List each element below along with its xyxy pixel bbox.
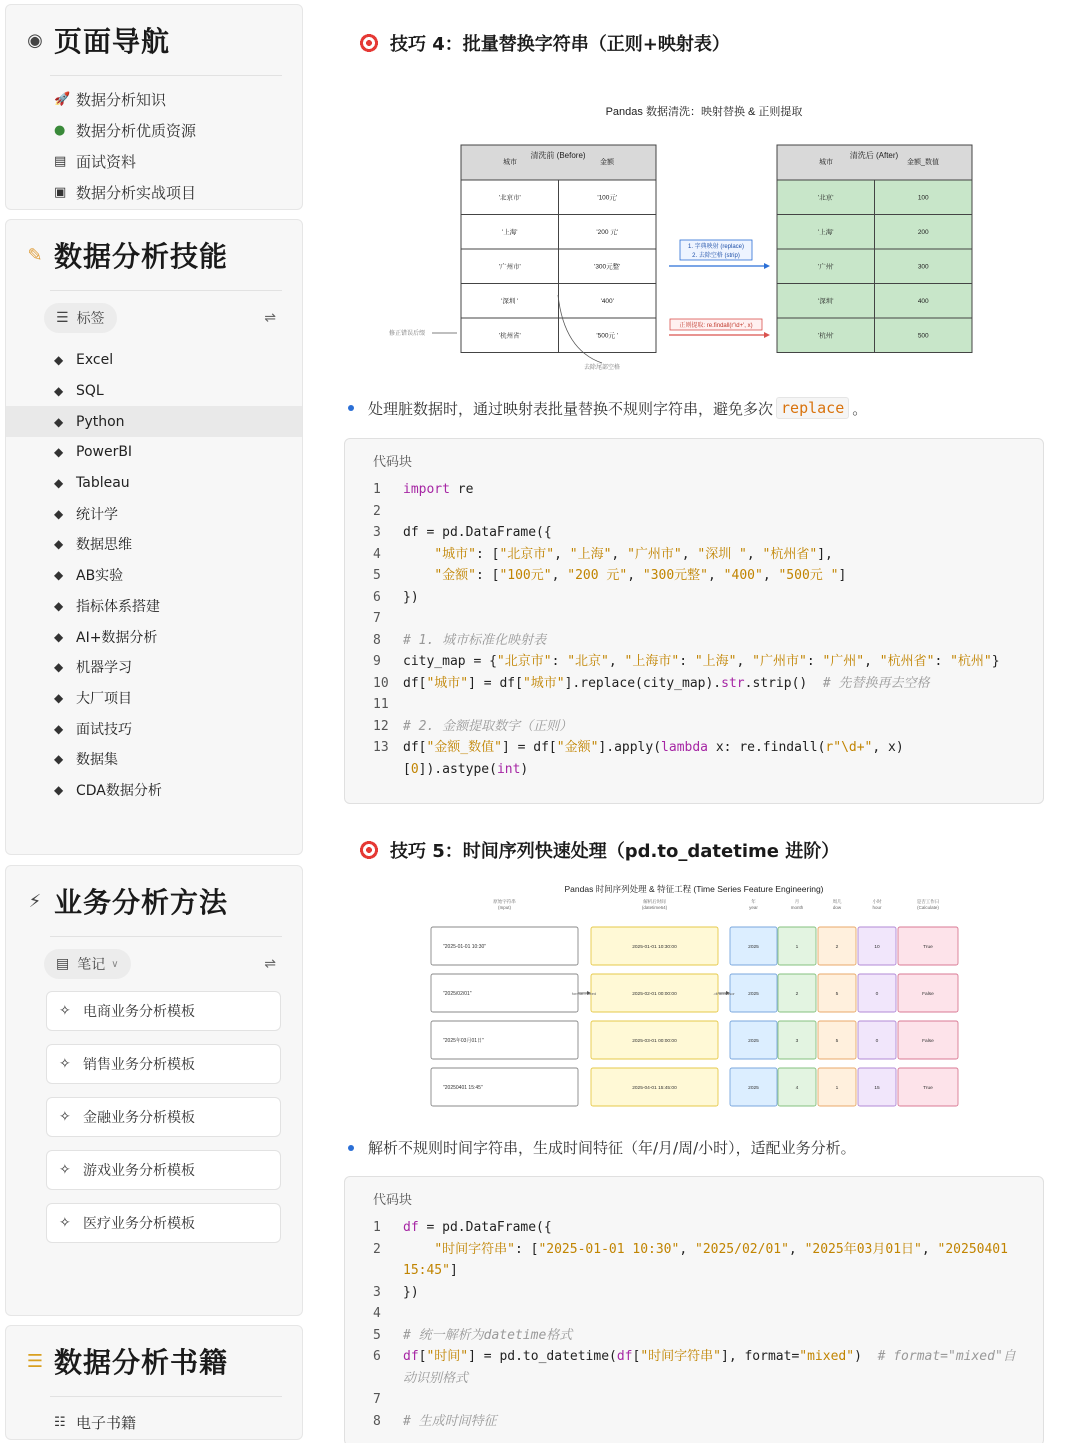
after-cell-text: '北京' [818, 194, 834, 202]
tag-label: SQL [76, 383, 104, 400]
template-finance-button[interactable] [46, 1097, 281, 1137]
tip5-col-sub: (datetime64) [641, 905, 668, 910]
after-cell-text: 100 [917, 194, 929, 202]
nav-item-label: 面试资料 [76, 153, 137, 171]
before-header-city: 城市 [503, 159, 517, 166]
tag-label: Excel [76, 352, 114, 369]
magic-wand-icon: ✧ [59, 1003, 71, 1019]
tip5-cell-text-year: 2025 [748, 992, 759, 997]
nav-item-knowledge[interactable] [6, 84, 302, 115]
before-cell-text: '500元 ' [596, 332, 619, 340]
after-header-city: 城市 [819, 159, 833, 166]
arrow-step2-head [764, 332, 770, 338]
step2-label: 正则提取: re.findall(r'\d+', x) [679, 323, 753, 329]
tag-icon: ◆ [54, 353, 64, 368]
code-line: 4 [373, 1306, 381, 1321]
tip5-cell-text-month: 4 [795, 1086, 799, 1091]
tip5-col-head: 年 [751, 899, 756, 904]
tip5-cell-text-hour: 15 [874, 1086, 880, 1091]
template-game-button[interactable] [46, 1150, 281, 1190]
magic-wand-icon: ✧ [59, 1056, 71, 1072]
tag-label: CDA数据分析 [76, 782, 162, 799]
magic-wand-icon: ⚡ [28, 890, 42, 912]
after-cell-text: '广州' [818, 263, 834, 271]
divider [50, 1396, 282, 1397]
template-label: 销售业务分析模板 [83, 1057, 195, 1073]
tag-label: 面试技巧 [76, 721, 132, 738]
nav-item-interview[interactable] [6, 146, 302, 177]
tip5-cell-text-month: 3 [795, 1039, 799, 1044]
code-line: 2 "时间字符串": ["2025-01-01 10:30", "2025/02/01", "2025年03月01日", "20250401 [373, 1241, 1008, 1257]
after-cell-text: 400 [917, 298, 929, 305]
bullet-dot [348, 405, 354, 411]
tip5-col-sub: (Calculate) [917, 905, 939, 910]
tip5-col-head: 解析后时间 [643, 899, 666, 904]
tag-icon: ◆ [54, 445, 64, 460]
tip5-cell-text-inputs: "2025-01-01 10:30" [443, 944, 487, 950]
page-icon: ▤ [56, 956, 70, 972]
tag-list [6, 345, 302, 805]
settings-slider-icon[interactable]: ⇌ [264, 310, 276, 326]
before-cell-text: '200 元' [596, 229, 619, 236]
tip5-col-head: 原始字符串 [493, 899, 516, 904]
tag-label: AB实验 [76, 568, 124, 585]
note-bottom: 去除尾部空格 [584, 365, 621, 371]
code-block-label: 代码块 [373, 1193, 413, 1208]
tag-label: AI+数据分析 [76, 629, 158, 646]
template-label: 游戏业务分析模板 [83, 1163, 195, 1179]
code-line: 3 df = pd.DataFrame({ [373, 525, 552, 540]
pencil-icon: ✎ [27, 244, 43, 266]
tip5-cell-text-hour: 0 [875, 992, 879, 997]
checklist-icon: ☰ [26, 1350, 44, 1372]
books-card [5, 1325, 303, 1440]
nav-item-label: 数据分析优质资源 [76, 122, 197, 140]
tip5-cell-text-inputs: "2025年03月01日" [443, 1038, 484, 1044]
tip5-col-head: 小时 [872, 899, 882, 904]
nav-item-label: 电子书籍 [76, 1414, 137, 1432]
nav-item-resources[interactable] [6, 115, 302, 146]
target-icon [358, 839, 380, 861]
code-line: 1 df = pd.DataFrame({ [373, 1220, 552, 1235]
tag-icon: ◆ [54, 414, 64, 429]
nav-list [6, 76, 302, 208]
tip5-diagram-title: Pandas 时间序列处理 & 特征工程 (Time Series Feature Engineering) [564, 884, 824, 894]
magic-wand-icon: ✧ [59, 1109, 71, 1125]
code-line: 8 # 1. 城市标准化映射表 [373, 632, 547, 648]
nav-card [5, 4, 303, 210]
tip5-cell-text-dow: 2 [835, 945, 839, 950]
code-line: 3 }) [373, 1284, 419, 1300]
inline-code-replace: replace [776, 397, 849, 419]
tag-label: 数据思维 [76, 537, 132, 554]
code-line: 5 # 统一解析为datetime格式 [373, 1327, 573, 1343]
tag-item-ai-data[interactable] [6, 621, 302, 652]
step1a-label: 1. 字典映射 (replace) [687, 244, 745, 250]
tip5-cell-text-workday: True [923, 945, 933, 950]
template-label: 医疗业务分析模板 [83, 1216, 195, 1232]
tag-item-tableau[interactable] [6, 468, 302, 499]
before-cell-text: '上海' [502, 229, 518, 236]
settings-slider-icon[interactable]: ⇌ [264, 956, 276, 972]
template-list [6, 991, 302, 1243]
before-cell-text: '100元' [597, 194, 618, 202]
step1b-label: 2. 去除空格 (strip) [692, 253, 740, 259]
tag-icon: ◆ [54, 384, 64, 399]
code-line: 2 [373, 503, 381, 519]
before-cell-text: '深圳 ' [501, 298, 519, 305]
tip5-cell-text-dow: 5 [835, 1039, 839, 1044]
tip4-diagram-title: Pandas 数据清洗：映射替换 & 正则提取 [605, 106, 803, 118]
tip5-cell-text-parsed: 2025-03-01 00:00:00 [632, 1039, 677, 1044]
code-line: 1 import re [373, 482, 474, 497]
template-medical-button[interactable] [46, 1203, 281, 1243]
tip5-cell-text-year: 2025 [748, 945, 759, 950]
floppy-icon: ▣ [54, 185, 67, 200]
code-line: 6 df["时间"] = pd.to_datetime(df["时间字符串"], format="mixed") # format="mixed"自 [373, 1349, 1016, 1364]
tip5-cell-text-month: 1 [795, 945, 799, 950]
code-line: 12 # 2. 金额提取数字（正则） [373, 718, 573, 734]
tip5-cell-text-parsed: 2025-04-01 15:45:00 [632, 1086, 677, 1091]
tip5-cell-text-inputs: "20250401 15:45" [443, 1085, 483, 1091]
before-header-amount: 金额 [600, 159, 614, 166]
before-cell-text: '北京市' [498, 194, 521, 202]
tag-label: Python [76, 413, 125, 430]
template-label: 电商业务分析模板 [83, 1004, 195, 1020]
checklist-icon: ☷ [54, 1415, 66, 1430]
after-cell-text: 300 [917, 263, 929, 271]
code-line: 7 [373, 1392, 381, 1407]
nav-title: 页面导航 [54, 25, 171, 58]
tag-icon: ◆ [54, 476, 64, 491]
tag-item-interview-skills[interactable] [6, 713, 302, 744]
template-ecommerce-button[interactable] [46, 991, 281, 1031]
arrow2-label: .dt accessor [713, 991, 735, 996]
tip5-cell-text-hour: 10 [874, 945, 880, 950]
tip4-bullet-end: 。 [852, 399, 868, 418]
before-label: 清洗前 (Before) [530, 151, 586, 160]
tip5-cell-text-parsed: 2025-02-01 00:00:00 [632, 992, 677, 997]
books-card-title [6, 1326, 302, 1396]
before-cell-text: '杭州省' [498, 332, 521, 340]
tip5-cell-text-year: 2025 [748, 1039, 759, 1044]
tag-filter-label: 标签 [76, 311, 105, 327]
nav-item-label: 数据分析知识 [76, 91, 167, 109]
code-lines [345, 1217, 1043, 1432]
tip5-heading [358, 837, 839, 863]
tip5-diagram [344, 878, 1044, 1118]
tag-icon: ◆ [54, 721, 64, 736]
tip5-bullet-text: 解析不规则时间字符串，生成时间特征（年/月/周/小时），适配业务分析。 [368, 1139, 856, 1157]
divider [50, 936, 282, 937]
tip4-diagram [344, 95, 1044, 380]
nav-item-label: 数据分析实战项目 [76, 184, 197, 202]
tag-label: 大厂项目 [76, 690, 132, 707]
code-line: 5 "金额": ["100元", "200 元", "300元整", "400", "500元 "] [373, 568, 847, 583]
tag-item-ml[interactable] [6, 652, 302, 683]
code-lines [345, 479, 1043, 780]
tag-item-powerbi[interactable] [6, 437, 302, 468]
tip5-col-head: 周几 [832, 899, 842, 904]
code-block-label: 代码块 [373, 455, 413, 470]
tag-label: Tableau [76, 475, 130, 492]
arrow-step1-head [764, 263, 770, 269]
before-table [461, 145, 656, 353]
tag-icon: ◆ [54, 660, 64, 675]
after-table [777, 145, 972, 353]
code-line: 动识别格式 [403, 1370, 469, 1386]
tag-item-statistics[interactable] [6, 498, 302, 529]
after-label: 清洗后 (After) [849, 151, 899, 160]
code-line: 8 # 生成时间特征 [373, 1413, 497, 1429]
magic-wand-icon: ✧ [59, 1162, 71, 1178]
after-cell-text: '杭州' [818, 332, 834, 340]
tip4-heading [358, 30, 730, 56]
tree-icon: ● [54, 123, 66, 138]
after-cell-text: 500 [917, 332, 929, 340]
tip5-cell-text-dow: 1 [835, 1086, 839, 1091]
tag-filter-row [44, 303, 276, 333]
tip5-col-sub: year [749, 905, 758, 910]
list-icon: ☰ [56, 310, 69, 326]
target-icon [358, 32, 380, 54]
skills-title: 数据分析技能 [54, 240, 229, 273]
tag-icon: ◆ [54, 752, 64, 767]
tag-item-excel[interactable] [6, 345, 302, 376]
code-line: [0]).astype(int) [403, 761, 529, 777]
code-line: 9 city_map = {"北京市": "北京", "上海市": "上海", "广州市": "广州", "杭州省": "杭州"} [373, 654, 1000, 669]
after-cell-text: '深圳' [818, 298, 834, 305]
tip5-cell-text-month: 2 [795, 992, 799, 997]
tip5-cell-text-year: 2025 [748, 1086, 759, 1091]
tip5-cell-text-workday: False [922, 1039, 934, 1044]
notes-filter-button[interactable] [44, 949, 131, 979]
tip5-col-sub: hour [872, 905, 882, 910]
code-line: 13 df["金额_数值"] = df["金额"].apply(lambda x: re.findall(r"\d+", x) [373, 740, 904, 755]
tip5-col-sub: (Input) [497, 905, 512, 910]
note-left: 修正错误后缀 [389, 331, 426, 337]
skills-card [5, 219, 303, 855]
tip5-cell-text-parsed: 2025-01-01 10:30:00 [632, 945, 677, 950]
tip5-title: 技巧 5：时间序列快速处理（pd.to_datetime 进阶） [390, 841, 840, 862]
code-line: 15:45"] [403, 1263, 458, 1278]
tip5-col-head: 是否工作日 [916, 899, 940, 904]
tip4-bullet [344, 397, 867, 419]
tip5-cell-text-workday: False [922, 992, 934, 997]
code-line: 10 df["城市"] = df["城市"].replace(city_map).str.strip() # 先替换再去空格 [373, 675, 930, 691]
tag-item-python[interactable] [6, 406, 302, 437]
before-cell-text: '300元整' [594, 263, 621, 271]
tag-icon: ◆ [54, 782, 64, 797]
tip5-cell-text-hour: 0 [875, 1039, 879, 1044]
tag-icon: ◆ [54, 506, 64, 521]
tag-icon: ◆ [54, 598, 64, 613]
arrow1-label: format=mixed [571, 991, 597, 996]
magic-wand-icon: ✧ [59, 1215, 71, 1231]
after-cell-text: '上海' [818, 229, 834, 236]
tag-label: 指标体系搭建 [76, 598, 160, 615]
tip5-cell-text-dow: 5 [835, 992, 839, 997]
after-cell-text: 200 [917, 229, 929, 236]
nav-item-projects[interactable] [6, 177, 302, 208]
inbox-icon: ▤ [54, 154, 67, 169]
tip4-bullet-text: 处理脏数据时，通过映射表批量替换不规则字符串，避免多次 [368, 399, 774, 418]
compass-icon: ◉ [27, 29, 43, 51]
code-line: 6 }) [373, 589, 419, 605]
methods-title: 业务分析方法 [54, 886, 229, 919]
tag-item-sql[interactable] [6, 376, 302, 407]
tag-label: 机器学习 [76, 660, 132, 677]
tip5-cell-text-workday: True [923, 1086, 933, 1091]
tag-item-datasets[interactable] [6, 744, 302, 775]
tip5-col-sub: dow [832, 905, 842, 910]
tag-item-data-thinking[interactable] [6, 529, 302, 560]
before-cell-text: '广州市' [498, 263, 521, 271]
tip4-title: 技巧 4：批量替换字符串（正则+映射表） [390, 34, 730, 55]
nav-card-title [6, 5, 302, 75]
template-sales-button[interactable] [46, 1044, 281, 1084]
tag-label: 统计学 [76, 506, 118, 523]
tag-icon: ◆ [54, 568, 64, 583]
tag-filter-button[interactable] [44, 303, 117, 333]
tag-item-cda[interactable] [6, 775, 302, 806]
before-cell-text: '400' [600, 298, 614, 305]
tag-item-metrics[interactable] [6, 591, 302, 622]
after-header-amount: 金额_数值 [907, 159, 939, 166]
tag-icon: ◆ [54, 537, 64, 552]
notes-filter-label: 笔记 [77, 957, 106, 973]
code-line: 4 "城市": ["北京市", "上海", "广州市", "深圳 ", "杭州省"], [373, 546, 833, 562]
tag-icon: ◆ [54, 690, 64, 705]
tip5-code-block[interactable] [344, 1176, 1044, 1443]
methods-card [5, 865, 303, 1316]
divider [50, 290, 282, 291]
nav-item-ebooks[interactable] [6, 1407, 302, 1438]
books-title: 数据分析书籍 [54, 1346, 229, 1379]
bullet-dot [348, 1145, 354, 1151]
tip5-col-head: 月 [794, 899, 800, 904]
rocket-icon: 🚀 [54, 92, 71, 107]
chevron-down-icon: ∨ [111, 958, 119, 970]
template-label: 金融业务分析模板 [83, 1110, 195, 1126]
notes-filter-row [44, 949, 276, 979]
tag-item-big-projects[interactable] [6, 683, 302, 714]
skills-card-title [6, 220, 302, 290]
tag-label: PowerBI [76, 444, 133, 461]
tag-item-ab-test[interactable] [6, 560, 302, 591]
tip5-col-sub: month [790, 905, 804, 910]
code-line: 7 [373, 611, 381, 626]
tip4-code-block[interactable] [344, 438, 1044, 804]
tag-label: 数据集 [76, 752, 118, 769]
tip5-cell-text-inputs: "2025/02/01" [443, 991, 472, 997]
tip5-bullet [344, 1137, 856, 1158]
methods-card-title [6, 866, 302, 936]
tag-icon: ◆ [54, 629, 64, 644]
code-line: 11 [373, 697, 389, 712]
